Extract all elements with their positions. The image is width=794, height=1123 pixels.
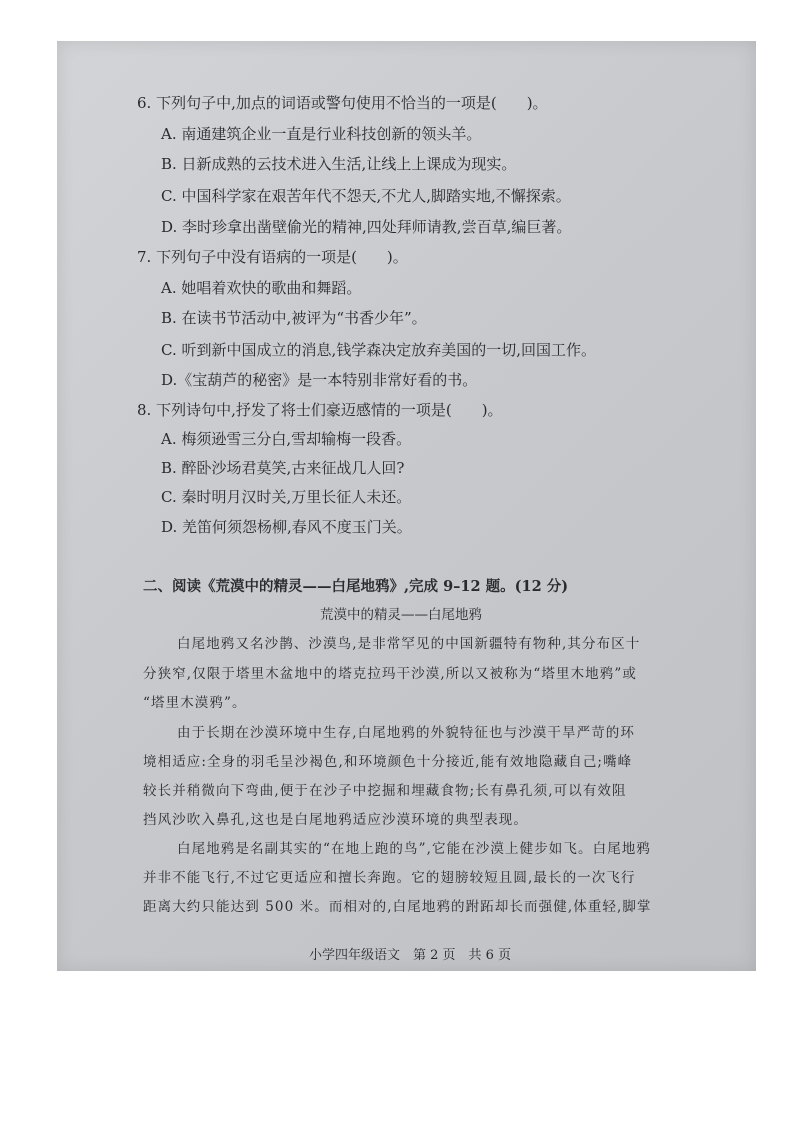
question-8-option-b: B. 醉卧沙场君莫笑,古来征战几人回? — [161, 459, 405, 477]
question-6-option-c: C. 中国科学家在艰苦年代不怨天,不尤人,脚踏实地,不懈探索。 — [161, 187, 571, 205]
exam-page — [57, 41, 756, 971]
passage-line: 白尾地鸦是名副其实的“在地上跑的鸟”,它能在沙漠上健步如飞。白尾地鸦 — [177, 841, 651, 857]
passage-line: 分狭窄,仅限于塔里木盆地中的塔克拉玛干沙漠,所以又被称为“塔里木地鸦”或 — [143, 666, 637, 682]
question-6-option-b: B. 日新成熟的云技术进入生活,让线上上课成为现实。 — [161, 155, 517, 173]
question-7-option-b: B. 在读书节活动中,被评为“书香少年”。 — [161, 309, 427, 327]
passage-title: 荒漠中的精灵——白尾地鸦 — [320, 607, 482, 623]
question-8-option-d: D. 羌笛何须怨杨柳,春风不度玉门关。 — [161, 518, 412, 536]
question-8-option-a: A. 梅须逊雪三分白,雪却输梅一段香。 — [161, 430, 412, 448]
question-6-stem: 6. 下列句子中,加点的词语或警句使用不恰当的一项是( )。 — [137, 94, 548, 112]
page-footer: 小学四年级语文 第 2 页 共 6 页 — [309, 948, 512, 963]
section-heading: 二、阅读《荒漠中的精灵——白尾地鸦》,完成 9–12 题。(12 分) — [143, 578, 569, 595]
passage-line: 白尾地鸦又名沙鹊、沙漠鸟,是非常罕见的中国新疆特有物种,其分布区十 — [177, 636, 641, 652]
question-6-option-d: D. 李时珍拿出凿壁偷光的精神,四处拜师请教,尝百草,编巨著。 — [161, 218, 572, 236]
passage-line: “塔里木漠鸦”。 — [143, 695, 247, 711]
passage-line: 挡风沙吹入鼻孔,这也是白尾地鸦适应沙漠环境的典型表现。 — [143, 812, 528, 828]
question-6-option-a: A. 南通建筑企业一直是行业科技创新的领头羊。 — [161, 125, 482, 143]
passage-line: 境相适应:全身的羽毛呈沙褐色,和环境颜色十分接近,能有效地隐藏自己;嘴峰 — [143, 754, 633, 770]
passage-line: 由于长期在沙漠环境中生存,白尾地鸦的外貌特征也与沙漠干旱严苛的环 — [177, 725, 635, 741]
passage-line: 并非不能飞行,不过它更适应和擅长奔跑。它的翅膀较短且圆,最长的一次飞行 — [143, 870, 636, 886]
question-8-stem: 8. 下列诗句中,抒发了将士们豪迈感情的一项是( )。 — [137, 401, 503, 419]
question-7-stem: 7. 下列句子中没有语病的一项是( )。 — [137, 248, 408, 266]
passage-line: 距离大约只能达到 500 米。而相对的,白尾地鸦的跗跖却长而强健,体重轻,脚掌 — [143, 899, 652, 915]
question-7-option-a: A. 她唱着欢快的歌曲和舞蹈。 — [161, 279, 362, 297]
question-7-option-d: D.《宝葫芦的秘密》是一本特别非常好看的书。 — [161, 371, 478, 389]
question-7-option-c: C. 听到新中国成立的消息,钱学森决定放弃美国的一切,回国工作。 — [161, 341, 597, 359]
passage-line: 较长并稍微向下弯曲,便于在沙子中挖掘和埋藏食物;长有鼻孔须,可以有效阻 — [143, 783, 627, 799]
question-8-option-c: C. 秦时明月汉时关,万里长征人未还。 — [161, 488, 412, 506]
